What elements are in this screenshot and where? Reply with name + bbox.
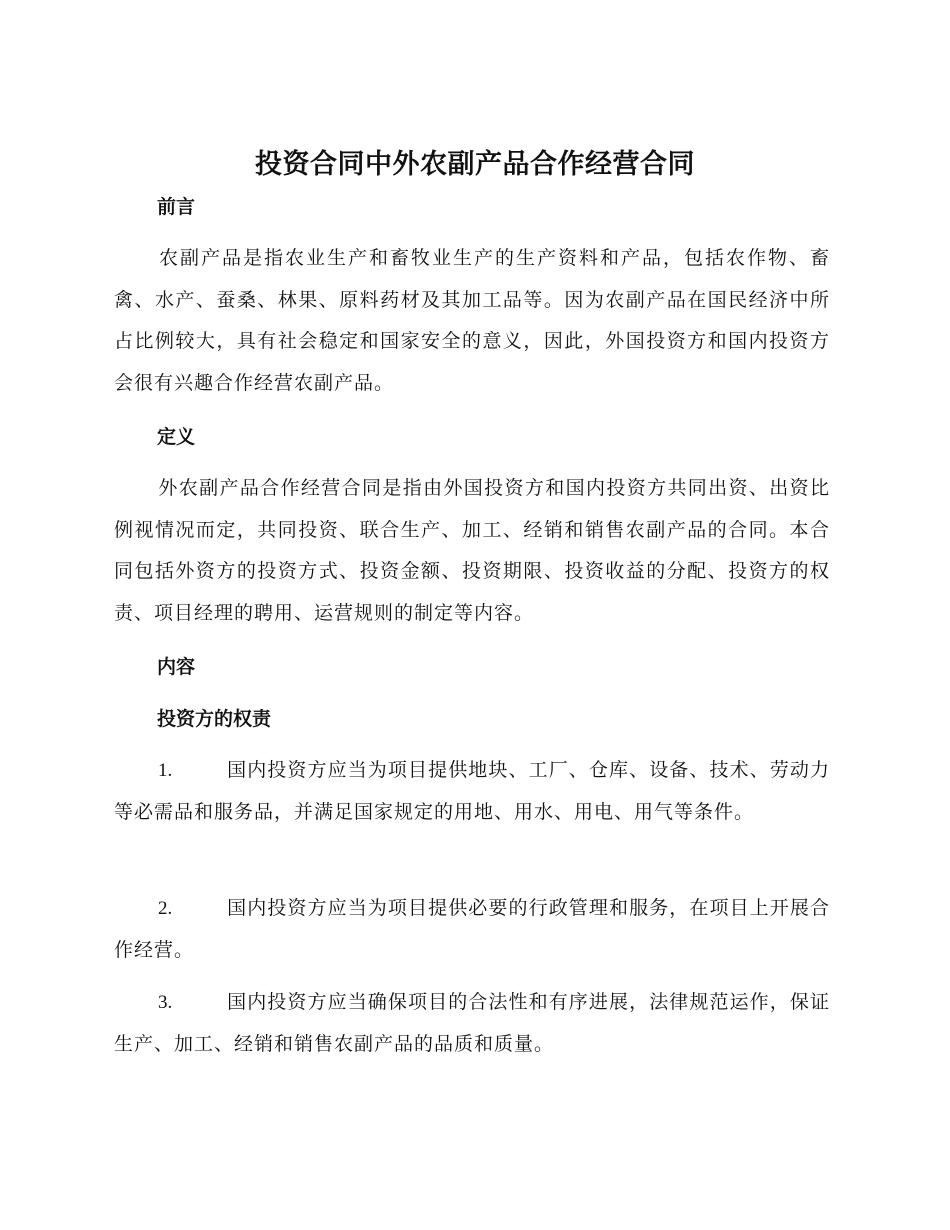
preface-text: 农副产品是指农业生产和畜牧业生产的生产资料和产品，包括农作物、畜禽、水产、蚕桑、林果、原料药材及其加工品等。因为农副产品在国民经济中所占比例较大，具有社会稳定和国家安全的意义，因此，外国投资方和国内投资方会很有兴趣合作经营农副产品。	[114, 247, 830, 394]
definition-paragraph	[114, 468, 830, 634]
list-item-number: 3.	[158, 992, 173, 1013]
definition-text: 外农副产品合作经营合同是指由外国投资方和国内投资方共同出资、出资比例视情况而定，共同投资、联合生产、加工、经销和销售农副产品的合同。本合同包括外资方的投资方式、投资金额、投资期限、投资收益的分配、投资方的权责、项目经理的聘用、运营规则的制定等内容。	[114, 477, 830, 624]
section-heading-preface: 前言	[157, 196, 196, 218]
list-item-text: 国内投资方应当为项目提供地块、工厂、仓库、设备、技术、劳动力等必需品和服务品，并满足国家规定的用地、用水、用电、用气等条件。	[114, 759, 830, 823]
section-heading-definition: 定义	[157, 426, 196, 448]
section-heading-investor-rights: 投资方的权责	[157, 708, 272, 730]
section-heading-content: 内容	[157, 656, 196, 678]
document-title: 投资合同中外农副产品合作经营合同	[255, 149, 695, 180]
list-item-number: 1.	[158, 760, 173, 781]
preface-paragraph	[114, 238, 830, 404]
list-item	[114, 982, 830, 1065]
list-item-number: 2.	[158, 898, 173, 919]
list-item-text: 国内投资方应当确保项目的合法性和有序进展，法律规范运作，保证生产、加工、经销和销售农副产品的品质和质量。	[114, 991, 830, 1055]
list-item-text: 国内投资方应当为项目提供必要的行政管理和服务，在项目上开展合作经营。	[114, 897, 830, 961]
list-item	[114, 750, 830, 833]
list-item	[114, 888, 830, 971]
